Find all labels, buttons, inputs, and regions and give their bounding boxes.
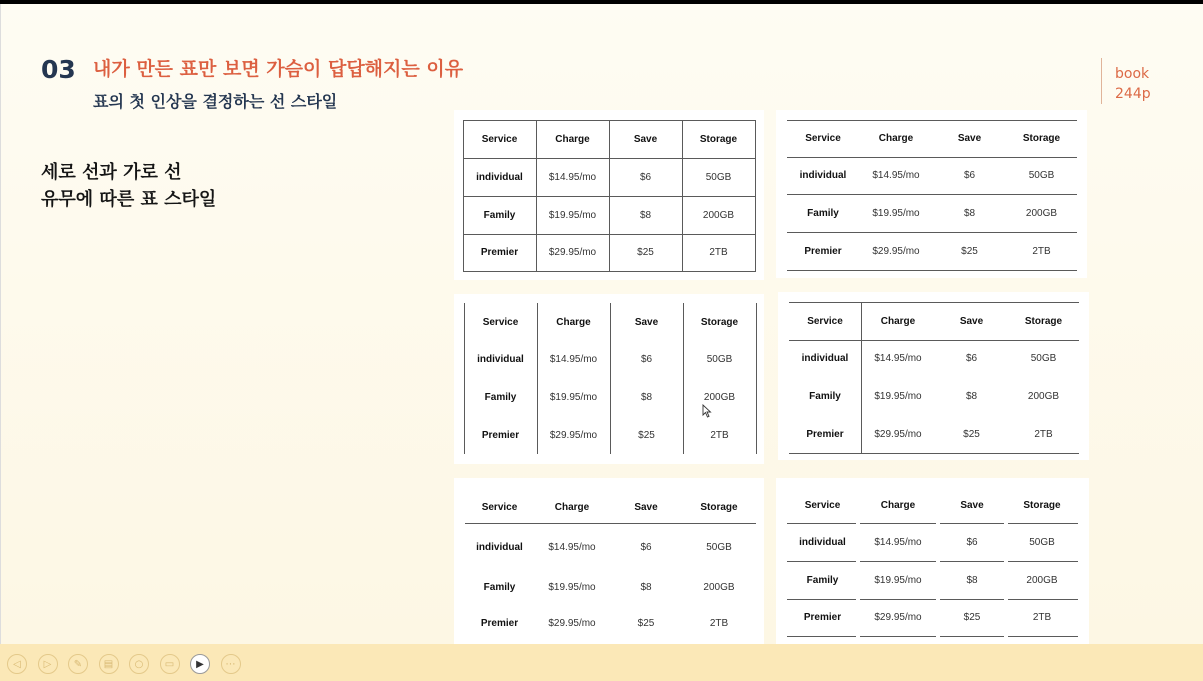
table-cell: $25 [638,429,655,441]
table-cell: $6 [963,170,976,181]
table-cell: Premier [803,612,842,623]
table-cell: $6 [640,354,653,365]
table-cell: $8 [639,209,652,221]
table-cell: individual [476,171,523,183]
table-cell: $29.95/mo [874,612,922,623]
table-cell: individual [799,170,847,181]
table-segment-line [940,561,1004,562]
table-first-column-line [861,302,862,453]
table-header-cell: Save [960,499,984,511]
table-header-cell: Service [807,315,843,327]
table-cell: Premier [804,245,842,257]
slide-number: 03 [41,55,76,84]
table-cell: $8 [963,207,976,219]
table-cell: Premier [481,429,520,441]
table-cell: 50GB [706,541,732,553]
table-column-line [464,303,465,454]
table-segment-line [787,636,856,637]
table-cell: 2TB [1032,612,1052,623]
table-cell: $14.95/mo [872,170,920,181]
table-row-line [787,157,1077,158]
table-header-cell: Storage [700,316,739,328]
table-header-cell: Save [957,133,982,144]
table-cell: 50GB [1029,536,1055,548]
table-grid-line [463,120,464,272]
table-cell: individual [476,541,523,553]
table-cell: 200GB [703,582,735,593]
zoom-icon[interactable]: ○ [129,654,149,674]
table-cell: 200GB [702,209,735,221]
table-cell: Premier [480,617,519,629]
table-segment-line [940,636,1004,637]
table-cell: $8 [965,390,978,402]
table-row-line [787,232,1077,233]
table-segment-line [860,636,936,637]
table-header-cell: Storage [1024,315,1063,327]
table-segment-line [940,523,1004,524]
table-cell: $6 [966,536,978,548]
table-segment-line [1008,599,1078,600]
table-header-cell: Save [634,501,658,513]
table-cell: Family [807,207,839,219]
table-cell: individual [477,354,524,365]
table-grid-line [536,120,537,272]
camera-icon[interactable]: ▶ [190,654,210,674]
table-cell: $14.95/mo [548,541,596,553]
table-cell: 50GB [1028,170,1055,181]
table-cell: 50GB [706,354,733,365]
table-cell: $29.95/mo [872,245,920,257]
table-row-line [787,270,1077,271]
table-header-cell: Service [804,499,841,511]
table-header-cell: Save [633,133,658,145]
table-cell: Family [809,390,841,402]
table-cell: $25 [963,612,981,623]
table-header-cell: Storage [1023,499,1061,511]
table-cell: $29.95/mo [549,429,598,441]
mouse-cursor-icon [702,404,712,418]
table-grid-line [755,120,756,272]
table-header-cell: Save [959,315,984,327]
table-cell: 200GB [703,391,736,403]
slide-title: 내가 만든 표만 보면 가슴이 답답해지는 이유 [93,58,464,80]
table-cell: $6 [639,171,652,183]
table-cell: $19.95/mo [874,390,922,402]
table-cell: $19.95/mo [874,574,922,586]
table-header-cell: Save [634,316,659,328]
table-header-cell: Service [805,133,841,144]
table-header-cell: Storage [700,501,738,513]
table-cell: 50GB [1030,353,1057,364]
table-header-cell: Service [481,133,518,145]
table-header-cell: Service [481,501,518,513]
table-column-line [683,303,684,454]
table-header-cell: Charge [878,133,914,144]
table-segment-line [860,523,936,524]
book-page: 244p [1115,86,1151,102]
table-cell: 2TB [709,247,728,258]
table-cell: $29.95/mo [548,247,597,258]
table-cell: $14.95/mo [548,171,597,183]
table-header-cell: Service [482,316,519,328]
table-grid-line [609,120,610,272]
book-divider [1101,58,1102,104]
book-label: book [1115,66,1150,82]
table-cell: $6 [640,541,652,553]
table-bottom-line [789,453,1079,454]
table-cell: 2TB [1032,245,1051,257]
table-header-cell: Charge [555,133,590,145]
table-header-cell: Charge [554,501,590,513]
table-cell: $19.95/mo [548,209,597,221]
table-cell: $14.95/mo [874,353,922,364]
description-line-2: 유무에 따른 표 스타일 [41,189,217,210]
table-header-line [789,340,1079,341]
table-column-line [610,303,611,454]
table-segment-line [1008,636,1078,637]
table-cell: $19.95/mo [548,582,596,593]
table-cell: 2TB [710,429,729,441]
table-column-line [537,303,538,454]
table-segment-line [787,523,856,524]
table-cell: 2TB [709,617,729,629]
table-cell: $25 [961,245,978,257]
table-header-line [465,523,756,524]
table-cell: $8 [640,391,653,403]
table-row-line [787,194,1077,195]
table-cell: Family [483,209,516,221]
screen-icon[interactable]: ▭ [160,654,180,674]
table-cell: 2TB [1034,428,1053,440]
table-cell: individual [799,536,846,548]
presentation-toolbar [0,644,1203,681]
table-cell: $8 [966,574,978,586]
table-cell: Premier [480,247,519,258]
table-cell: 200GB [1025,207,1058,219]
table-cell: 50GB [705,171,732,183]
table-row-line [787,120,1077,121]
table-cell: $25 [637,247,654,258]
play-icon[interactable]: ▷ [38,654,58,674]
table-segment-line [1008,523,1078,524]
table-cell: 200GB [1027,390,1060,402]
table-cell: $14.95/mo [549,354,598,365]
presentation-slide [0,4,1203,644]
table-segment-line [1008,561,1078,562]
table-segment-line [787,599,856,600]
table-cell: $29.95/mo [874,428,922,440]
table-cell: Family [483,582,516,593]
table-top-line [789,302,1079,303]
table-cell: $19.95/mo [549,391,598,403]
table-column-line [756,303,757,454]
table-cell: $25 [963,428,980,440]
table-segment-line [787,561,856,562]
description-line-1: 세로 선과 가로 선 [41,162,182,183]
table-header-cell: Charge [880,499,916,511]
table-header-cell: Charge [556,316,591,328]
slide-subtitle: 표의 첫 인상을 결정하는 선 스타일 [93,92,338,111]
pen-icon[interactable]: ✎ [68,654,88,674]
table-grid-line [682,120,683,272]
table-segment-line [940,599,1004,600]
table-cell: Family [484,391,517,403]
table-cell: Family [806,574,839,586]
table-cell: 200GB [1026,574,1058,586]
table-header-cell: Storage [1022,133,1061,144]
table-cell: $25 [637,617,655,629]
table-segment-line [860,561,936,562]
more-icon[interactable]: ⋯ [221,654,241,674]
back-icon[interactable]: ◁ [7,654,27,674]
table-header-cell: Charge [880,315,916,327]
table-segment-line [860,599,936,600]
table-cell: $6 [965,353,978,364]
table-cell: Premier [806,428,844,440]
table-cell: $14.95/mo [874,536,922,548]
copy-icon[interactable]: ▤ [99,654,119,674]
table-cell: individual [801,353,849,364]
table-cell: $8 [640,582,652,593]
table-cell: $29.95/mo [548,617,596,629]
table-header-cell: Storage [699,133,738,145]
table-cell: $19.95/mo [872,207,920,219]
